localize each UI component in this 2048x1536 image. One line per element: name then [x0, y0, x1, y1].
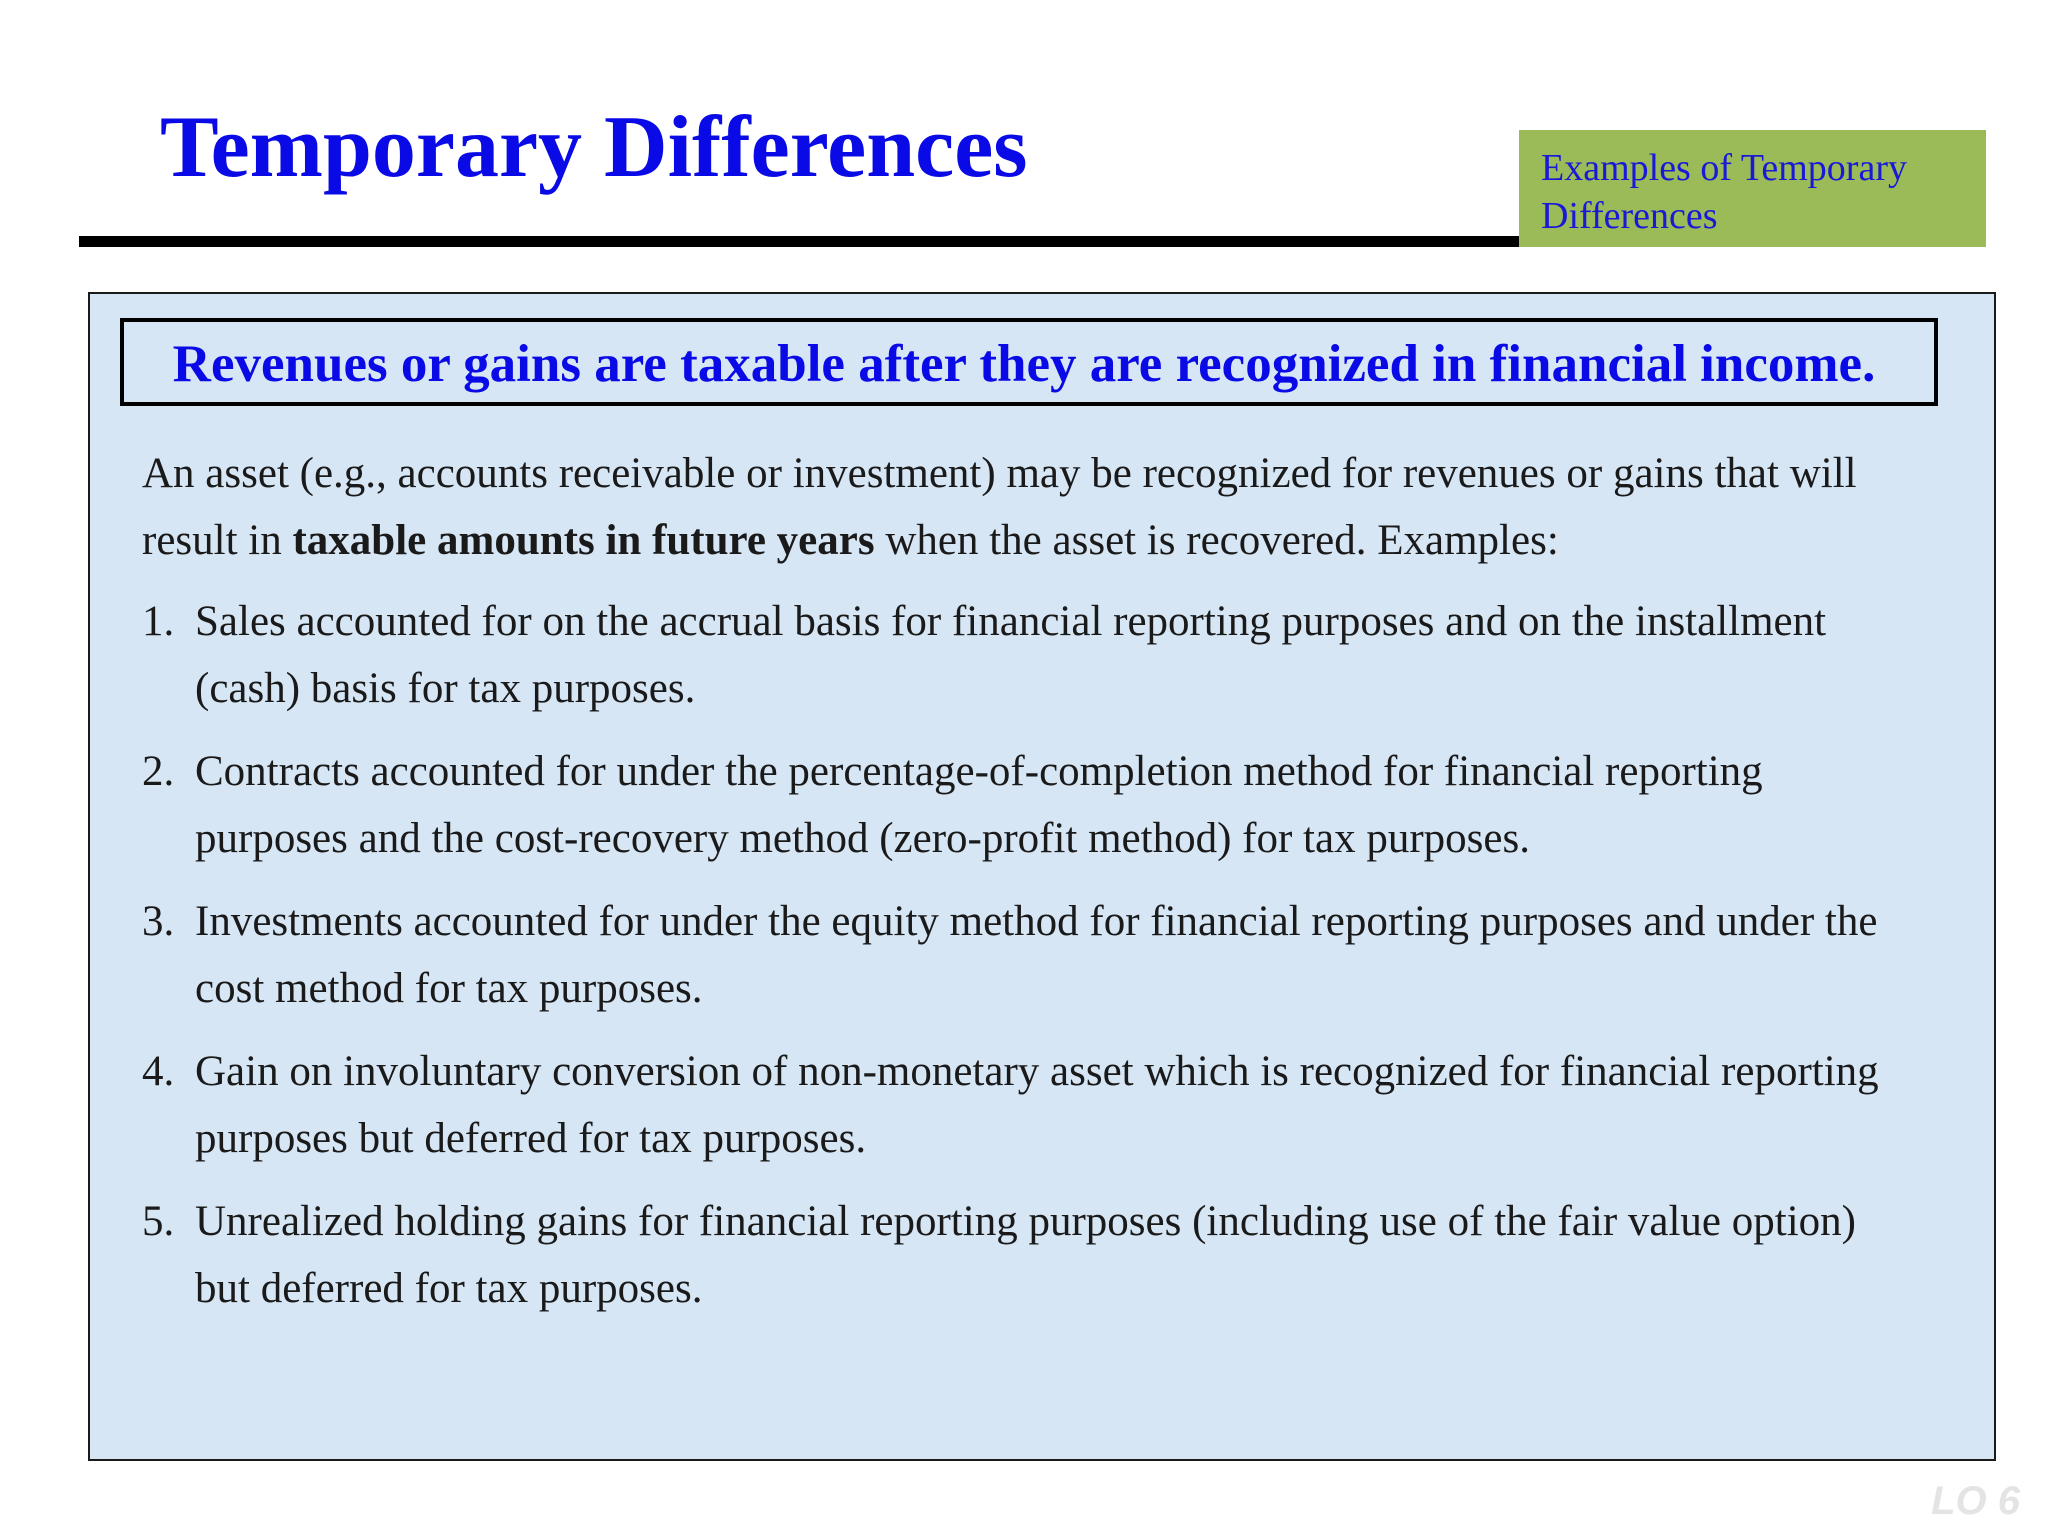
example-number: 3.	[142, 898, 175, 945]
example-item	[142, 588, 1902, 722]
example-item	[142, 1188, 1902, 1322]
example-text: Investments accounted for under the equity method for financial reporting purposes and under the cost method for tax purposes.	[195, 898, 1878, 1012]
intro-text-start: An asset (e.g., accounts receivable or investment) may be recognized for revenues or gains that will result in	[142, 450, 1857, 564]
example-item	[142, 1038, 1902, 1172]
content-heading: Revenues or gains are taxable after they are recognized in financial income.	[172, 335, 1876, 393]
example-item	[142, 888, 1902, 1022]
example-item	[142, 738, 1902, 872]
example-number: 2.	[142, 748, 175, 795]
example-number: 5.	[142, 1198, 175, 1245]
example-text: Sales accounted for on the accrual basis for financial reporting purposes and on the installment (cash) basis for tax purposes.	[195, 598, 1827, 712]
learning-objective-tag: LO 6	[1931, 1479, 2020, 1523]
example-text: Contracts accounted for under the percentage-of-completion method for financial reporting purposes and the cost-recovery method (zero-profit method) for tax purposes.	[195, 748, 1763, 862]
intro-paragraph	[142, 440, 1932, 574]
section-tab: Examples of Temporary Differences	[1519, 130, 1986, 247]
example-text: Unrealized holding gains for financial reporting purposes (including use of the fair value option) but deferred for tax purposes.	[195, 1198, 1856, 1312]
example-number: 4.	[142, 1048, 175, 1095]
examples-list	[142, 588, 1902, 1338]
example-text: Gain on involuntary conversion of non-monetary asset which is recognized for financial reporting purposes but deferred for tax purposes.	[195, 1048, 1879, 1162]
title-divider	[79, 236, 1519, 247]
example-number: 1.	[142, 598, 175, 645]
slide-title: Temporary Differences	[160, 99, 1028, 196]
intro-emphasis: taxable amounts in future years	[292, 517, 875, 564]
intro-text-end: when the asset is recovered. Examples:	[874, 517, 1559, 564]
